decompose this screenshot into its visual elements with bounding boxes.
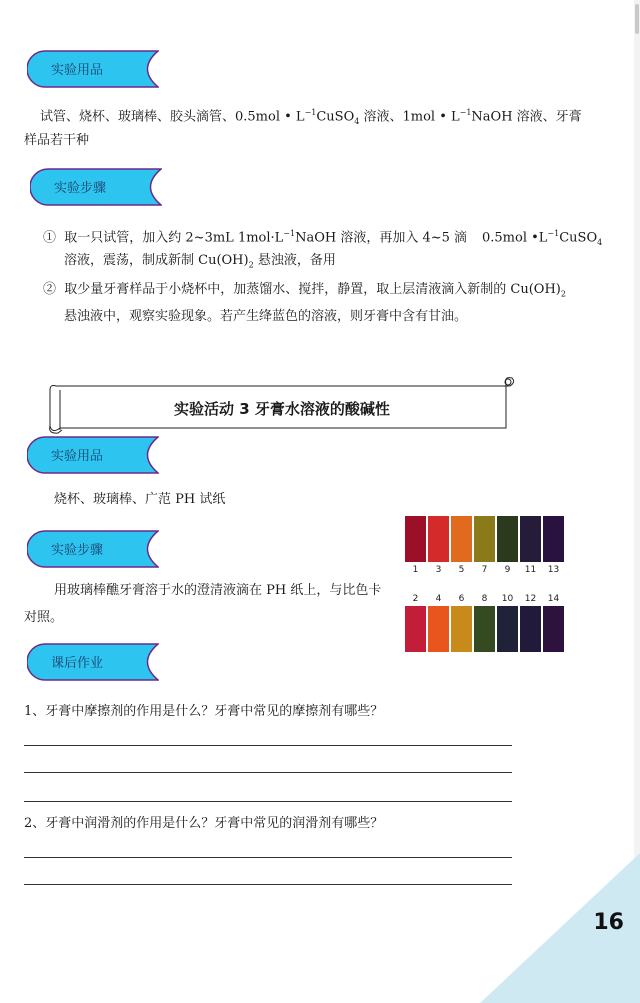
step1-line1-tail: 0.5mol $•L^{-1}CuSO_4$ xyxy=(482,229,603,247)
activity-title: 实验活动 3 牙膏水溶液的酸碱性 xyxy=(174,400,390,418)
ph-strip-4 xyxy=(428,606,449,652)
answer-line[interactable] xyxy=(24,801,512,802)
page-number: 16 xyxy=(593,910,624,935)
ph-strip-8 xyxy=(474,606,495,652)
ph-label-1: 1 xyxy=(412,565,419,575)
materials-text: 试管、烧杯、玻璃棒、胶头滴管、0.5mol • $L^{-1}CuSO_4$ 溶液、1mol • $L^{-1}NaOH$ 溶液、牙膏 xyxy=(40,108,582,126)
ph-label-11: 11 xyxy=(524,565,537,575)
activity-steps-line1: 用玻璃棒醮牙膏溶于水的澄清液滴在 PH 纸上，与比色卡 xyxy=(54,583,382,598)
ph-label-13: 13 xyxy=(547,565,560,575)
ph-strip-13 xyxy=(543,516,564,562)
materials-tag-label: 实验用品 xyxy=(51,63,104,78)
ph-label-12: 12 xyxy=(524,594,537,604)
answer-line[interactable] xyxy=(24,884,512,885)
ph-label-2: 2 xyxy=(412,594,419,604)
ph-strip-7 xyxy=(474,516,495,562)
answer-line[interactable] xyxy=(24,857,512,858)
ph-label-7: 7 xyxy=(481,565,488,575)
homework-question-1: 1、牙膏中摩擦剂的作用是什么？牙膏中常见的摩擦剂有哪些？ xyxy=(24,704,384,719)
activity-steps-line2: 对照。 xyxy=(24,610,64,625)
ph-strip-1 xyxy=(405,516,426,562)
ph-strip-2 xyxy=(405,606,426,652)
ph-strip-14 xyxy=(543,606,564,652)
steps-tag xyxy=(30,168,162,206)
ph-strip-6 xyxy=(451,606,472,652)
answer-line[interactable] xyxy=(24,745,512,746)
ph-label-3: 3 xyxy=(435,565,442,575)
activity-materials-text: 烧杯、玻璃棒、广范 PH 试纸 xyxy=(54,492,226,507)
step2-line2: 悬浊液中，观察实验现象。若产生绛蓝色的溶液，则牙膏中含有甘油。 xyxy=(64,309,468,324)
ph-strip-10 xyxy=(497,606,518,652)
ph-label-5: 5 xyxy=(458,565,465,575)
ph-label-4: 4 xyxy=(435,594,442,604)
ph-strip-11 xyxy=(520,516,541,562)
ph-strip-12 xyxy=(520,606,541,652)
materials-tag xyxy=(27,50,159,88)
materials-text-line2: 样品若干种 xyxy=(24,133,90,148)
activity-banner xyxy=(46,376,518,436)
ph-strip-5 xyxy=(451,516,472,562)
homework-tag xyxy=(27,643,159,681)
ph-label-14: 14 xyxy=(547,594,560,604)
step1-line2: 溶液，震荡，制成新制 $Cu(OH)_2$ 悬浊液，备用 xyxy=(64,253,336,270)
homework-question-2: 2、牙膏中润滑剂的作用是什么？牙膏中常见的润滑剂有哪些？ xyxy=(24,816,384,831)
step1-line1: ① 取一只试管，加入约 2~3mL $1mol\cdot L^{-1}NaOH$ 溶液，再加入 4~5 滴 xyxy=(43,229,468,246)
activity-steps-tag xyxy=(27,530,159,568)
steps-tag-label: 实验步骤 xyxy=(54,181,107,196)
ph-label-9: 9 xyxy=(504,565,511,575)
ph-strip-3 xyxy=(428,516,449,562)
ph-label-6: 6 xyxy=(458,594,465,604)
ph-label-8: 8 xyxy=(481,594,488,604)
ph-label-10: 10 xyxy=(501,594,514,604)
scrollbar-thumb[interactable] xyxy=(635,4,639,34)
activity-materials-tag xyxy=(27,436,159,474)
ph-strip-9 xyxy=(497,516,518,562)
activity-materials-tag-label: 实验用品 xyxy=(51,449,104,464)
activity-steps-tag-label: 实验步骤 xyxy=(51,543,104,558)
homework-tag-label: 课后作业 xyxy=(51,656,104,671)
answer-line[interactable] xyxy=(24,772,512,773)
step2-line1: ② 取少量牙膏样品于小烧杯中，加蒸馏水、搅拌，静置，取上层清液滴入新制的 $Cu(OH)_2$ xyxy=(43,282,566,299)
